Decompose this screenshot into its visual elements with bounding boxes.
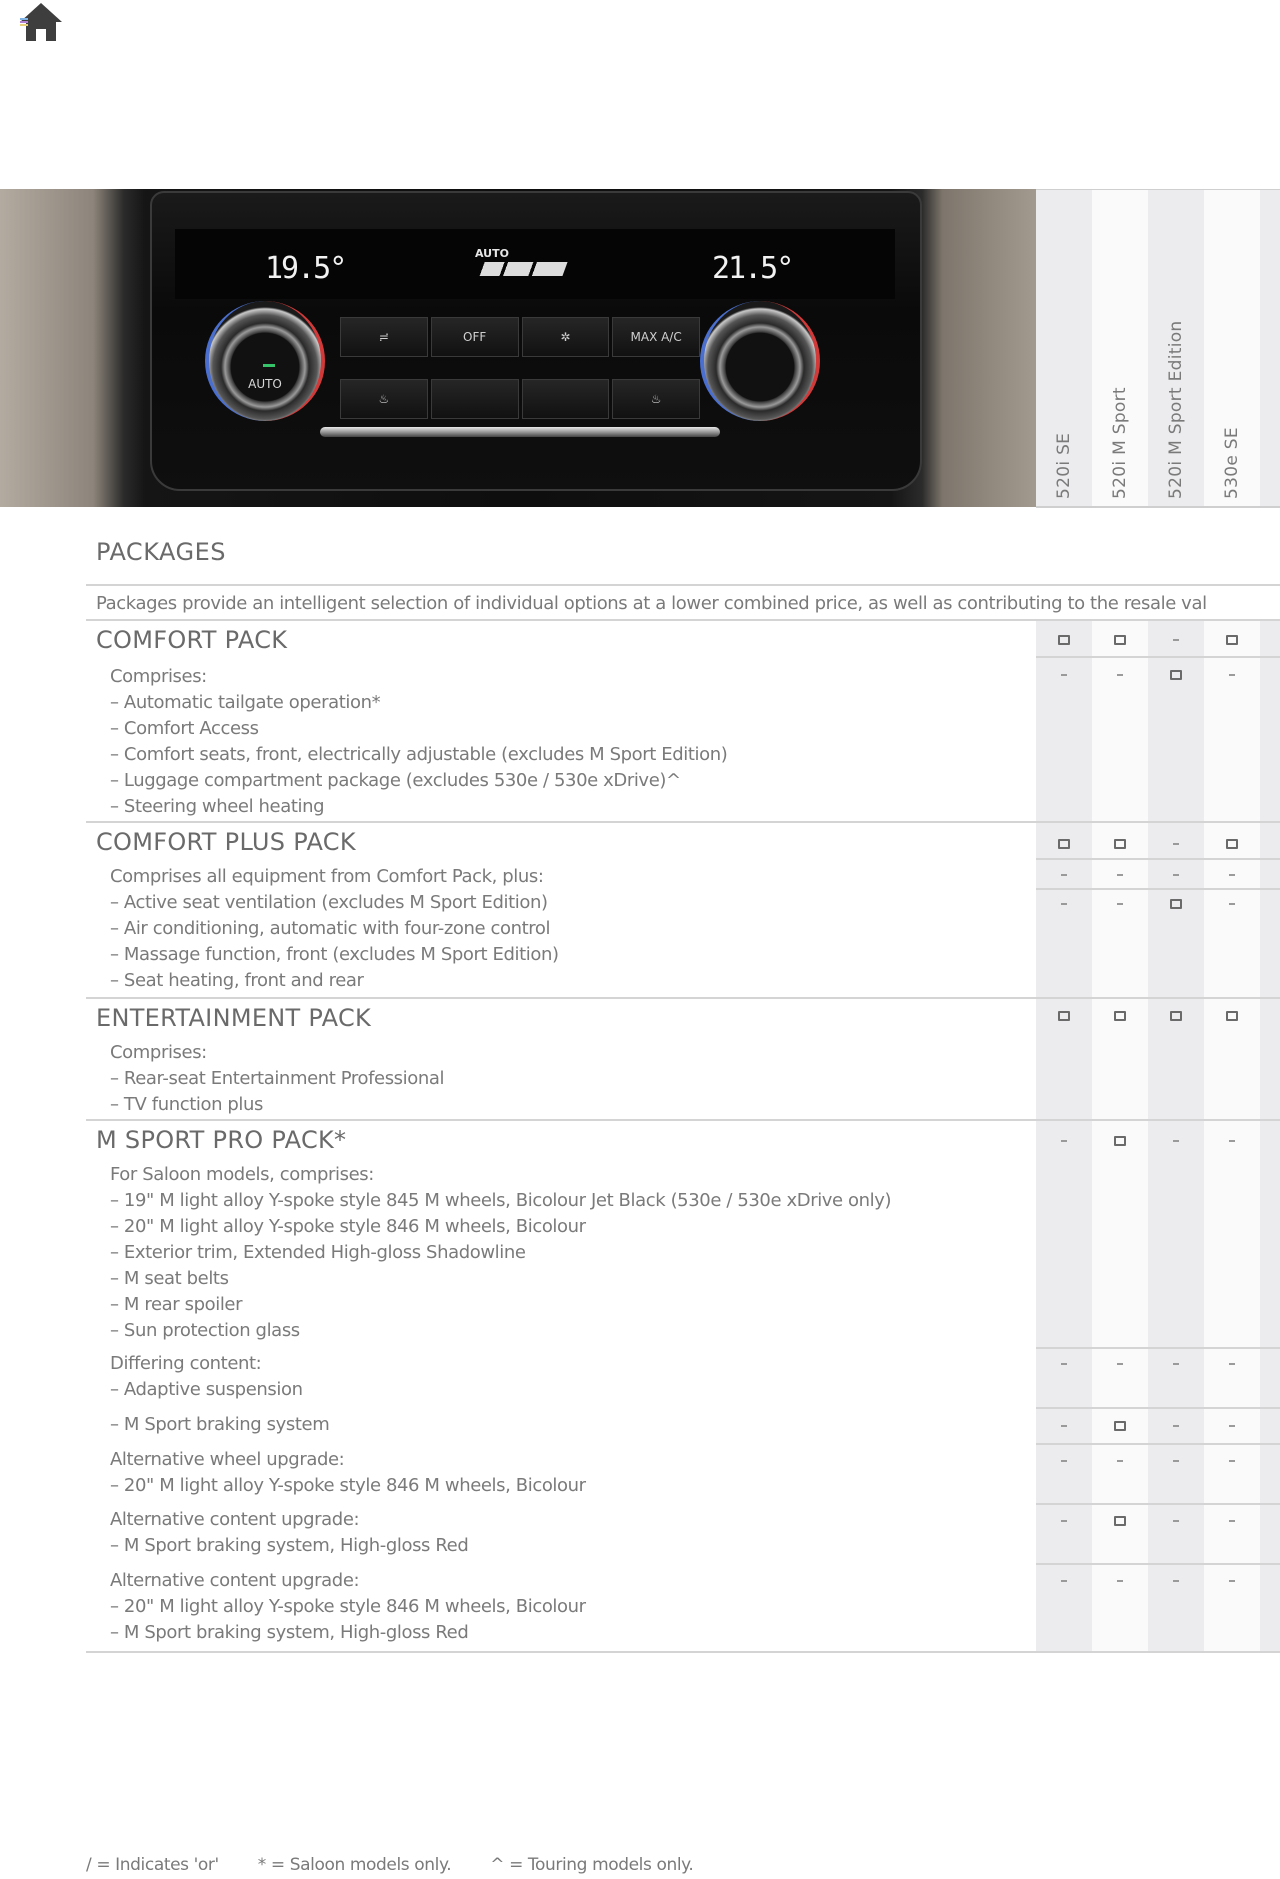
mark xyxy=(1092,1573,1148,1589)
column-label: 520i M Sport xyxy=(1110,387,1130,499)
mark xyxy=(1204,836,1260,852)
blank-button-2 xyxy=(522,379,610,419)
standard-box-icon xyxy=(1170,1011,1182,1021)
not-available-dash-icon xyxy=(1173,1460,1179,1462)
column-header-partial xyxy=(1260,189,1280,507)
line: – Exterior trim, Extended High-gloss Shadowline xyxy=(110,1242,526,1263)
standard-box-icon xyxy=(1058,1011,1070,1021)
standard-box-icon xyxy=(1114,839,1126,849)
column-label: 520i M Sport Edition xyxy=(1166,320,1186,499)
mark xyxy=(1092,1418,1148,1434)
mark xyxy=(1036,667,1092,683)
divider xyxy=(1036,656,1280,658)
not-available-dash-icon xyxy=(1061,1520,1067,1522)
not-available-dash-icon xyxy=(1117,1363,1123,1365)
column-stripe-5 xyxy=(1260,620,1280,1652)
footnote-or: / = Indicates 'or' xyxy=(86,1855,219,1875)
mark xyxy=(1148,1356,1204,1372)
line: – Massage function, front (excludes M Sport Edition) xyxy=(110,944,559,965)
mark-comfort-520i-mse xyxy=(1148,632,1204,648)
column-label: 530e SE xyxy=(1222,427,1242,499)
not-available-dash-icon xyxy=(1229,1520,1235,1522)
mark xyxy=(1092,1356,1148,1372)
temp-knob-right xyxy=(700,301,820,421)
not-available-dash-icon xyxy=(1229,1580,1235,1582)
mark xyxy=(1148,1513,1204,1529)
pack-title-entertainment: ENTERTAINMENT PACK xyxy=(96,1004,372,1032)
mark xyxy=(1092,1453,1148,1469)
pack-title-comfort: COMFORT PACK xyxy=(96,626,288,654)
not-available-dash-icon xyxy=(1173,639,1179,641)
standard-box-icon xyxy=(1058,635,1070,645)
not-available-dash-icon xyxy=(1173,1580,1179,1582)
mark xyxy=(1036,1008,1092,1024)
column-label: 520i SE xyxy=(1054,432,1074,499)
line: – Seat heating, front and rear xyxy=(110,970,364,991)
temp-knob-left xyxy=(205,301,325,421)
mark xyxy=(1204,1008,1260,1024)
mark xyxy=(1092,1133,1148,1149)
header-rule xyxy=(1036,506,1280,508)
column-header-520i-m-sport xyxy=(1092,189,1148,507)
mark xyxy=(1148,896,1204,912)
mark xyxy=(1204,1513,1260,1529)
mark xyxy=(1204,1133,1260,1149)
climate-control-photo xyxy=(0,189,1036,507)
not-available-dash-icon xyxy=(1173,1520,1179,1522)
not-available-dash-icon xyxy=(1229,1363,1235,1365)
mark xyxy=(1148,1008,1204,1024)
mark xyxy=(1036,1418,1092,1434)
mark xyxy=(1092,1513,1148,1529)
standard-box-icon xyxy=(1226,1011,1238,1021)
line: – Adaptive suspension xyxy=(110,1379,303,1400)
line: – M Sport braking system, High-gloss Red xyxy=(110,1622,469,1643)
divider xyxy=(86,1651,1280,1653)
standard-box-icon xyxy=(1226,635,1238,645)
knob-auto-label: AUTO xyxy=(248,377,282,391)
mark xyxy=(1204,1453,1260,1469)
pack-lines-entertainment xyxy=(110,1040,444,1118)
line: – Air conditioning, automatic with four-zone control xyxy=(110,918,551,939)
air-distribution-button: ≓ xyxy=(340,317,428,357)
mark xyxy=(1036,896,1092,912)
line: – M seat belts xyxy=(110,1268,229,1289)
not-available-dash-icon xyxy=(1117,674,1123,676)
mark xyxy=(1204,1573,1260,1589)
line: – 19" M light alloy Y-spoke style 845 M wheels, Bicolour Jet Black (530e / 530e xDrive only) xyxy=(110,1190,892,1211)
auto-label: AUTO xyxy=(475,247,509,260)
section-intro: Packages provide an intelligent selection of individual options at a lower combined price, as well as contributing to the resale val xyxy=(96,593,1207,614)
climate-buttons-top xyxy=(340,317,700,357)
mark xyxy=(1036,1133,1092,1149)
divider xyxy=(86,619,1280,621)
divider xyxy=(86,821,1280,823)
line: – Luggage compartment package (excludes 530e / 530e xDrive)^ xyxy=(110,770,681,791)
climate-buttons-bottom xyxy=(340,379,700,419)
standard-box-icon xyxy=(1114,635,1126,645)
divider xyxy=(1036,888,1280,890)
divider xyxy=(1036,1407,1280,1409)
standard-box-icon xyxy=(1114,1136,1126,1146)
mark xyxy=(1036,836,1092,852)
line: – Automatic tailgate operation* xyxy=(110,692,381,713)
mark xyxy=(1092,667,1148,683)
column-header-520i-se xyxy=(1036,189,1092,507)
not-available-dash-icon xyxy=(1229,903,1235,905)
mark xyxy=(1036,1573,1092,1589)
chrome-trim xyxy=(320,427,720,437)
temp-right: 21.5° xyxy=(712,251,793,286)
divider xyxy=(1036,858,1280,860)
mark xyxy=(1204,896,1260,912)
not-available-dash-icon xyxy=(1117,874,1123,876)
mark xyxy=(1148,1418,1204,1434)
line: Alternative content upgrade: xyxy=(110,1509,360,1530)
pack-title-m-sport-pro: M SPORT PRO PACK* xyxy=(96,1126,347,1154)
divider xyxy=(86,1119,1280,1121)
line: – M Sport braking system xyxy=(110,1414,330,1435)
auto-led-icon xyxy=(263,364,275,367)
mark xyxy=(1092,896,1148,912)
mark xyxy=(1148,1133,1204,1149)
pack-lines-m-sport-pro xyxy=(110,1162,891,1344)
divider xyxy=(86,584,1280,586)
mark xyxy=(1092,867,1148,883)
not-available-dash-icon xyxy=(1061,674,1067,676)
line: – 20" M light alloy Y-spoke style 846 M wheels, Bicolour xyxy=(110,1596,586,1617)
blank-button-1 xyxy=(431,379,519,419)
not-available-dash-icon xyxy=(1173,874,1179,876)
standard-box-icon xyxy=(1114,1421,1126,1431)
pack-lines-comfort xyxy=(110,664,727,820)
line: Alternative wheel upgrade: xyxy=(110,1449,345,1470)
not-available-dash-icon xyxy=(1229,1140,1235,1142)
mark xyxy=(1148,836,1204,852)
auto-fan-indicator xyxy=(475,247,565,276)
line: For Saloon models, comprises: xyxy=(110,1164,374,1185)
line: Differing content: xyxy=(110,1353,262,1374)
line: – Steering wheel heating xyxy=(110,796,325,817)
line: Comprises: xyxy=(110,666,207,687)
divider xyxy=(1036,1563,1280,1565)
not-available-dash-icon xyxy=(1061,874,1067,876)
mark-comfort-520i-se xyxy=(1036,632,1092,648)
standard-box-icon xyxy=(1170,670,1182,680)
divider xyxy=(1036,1347,1280,1349)
pack-lines-alt-content-1 xyxy=(110,1507,468,1559)
max-ac-button: MAX A/C xyxy=(612,317,700,357)
line: – Rear-seat Entertainment Professional xyxy=(110,1068,445,1089)
not-available-dash-icon xyxy=(1061,1580,1067,1582)
not-available-dash-icon xyxy=(1229,874,1235,876)
pack-lines-braking xyxy=(110,1412,329,1438)
column-header-520i-m-sport-edition xyxy=(1148,189,1204,507)
mark xyxy=(1092,836,1148,852)
not-available-dash-icon xyxy=(1061,903,1067,905)
fan-speed-icon xyxy=(472,262,567,276)
not-available-dash-icon xyxy=(1061,1425,1067,1427)
divider xyxy=(1036,1443,1280,1445)
standard-box-icon xyxy=(1114,1011,1126,1021)
mark xyxy=(1204,1418,1260,1434)
not-available-dash-icon xyxy=(1173,1363,1179,1365)
mark xyxy=(1036,867,1092,883)
pack-lines-differing xyxy=(110,1351,303,1403)
line: – Sun protection glass xyxy=(110,1320,300,1341)
not-available-dash-icon xyxy=(1229,674,1235,676)
section-title: PACKAGES xyxy=(96,538,226,566)
not-available-dash-icon xyxy=(1173,843,1179,845)
temp-left: 19.5° xyxy=(265,251,346,286)
line: – Active seat ventilation (excludes M Sport Edition) xyxy=(110,892,548,913)
mark xyxy=(1036,1513,1092,1529)
not-available-dash-icon xyxy=(1229,1460,1235,1462)
off-button: OFF xyxy=(431,317,519,357)
not-available-dash-icon xyxy=(1061,1140,1067,1142)
seat-heat-left-button: ♨ xyxy=(340,379,428,419)
line: Alternative content upgrade: xyxy=(110,1570,360,1591)
mark xyxy=(1204,1356,1260,1372)
not-available-dash-icon xyxy=(1117,903,1123,905)
not-available-dash-icon xyxy=(1229,1425,1235,1427)
footnotes xyxy=(86,1855,727,1875)
mark xyxy=(1092,1008,1148,1024)
mark xyxy=(1204,867,1260,883)
standard-box-icon xyxy=(1170,899,1182,909)
mark xyxy=(1036,1453,1092,1469)
mark-comfort-530e-se xyxy=(1204,632,1260,648)
seat-heat-right-button: ♨ xyxy=(612,379,700,419)
mark xyxy=(1148,667,1204,683)
not-available-dash-icon xyxy=(1173,1140,1179,1142)
mark xyxy=(1204,667,1260,683)
mark xyxy=(1148,867,1204,883)
mark xyxy=(1148,1573,1204,1589)
line: Comprises: xyxy=(110,1042,207,1063)
not-available-dash-icon xyxy=(1117,1460,1123,1462)
not-available-dash-icon xyxy=(1061,1460,1067,1462)
fan-button: ✲ xyxy=(522,317,610,357)
standard-box-icon xyxy=(1114,1516,1126,1526)
mark xyxy=(1036,1356,1092,1372)
pack-lines-comfort-plus xyxy=(110,864,559,994)
column-header-530e-se xyxy=(1204,189,1260,507)
pack-title-comfort-plus: COMFORT PLUS PACK xyxy=(96,828,356,856)
pack-lines-alt-wheel xyxy=(110,1447,586,1499)
divider xyxy=(86,997,1280,999)
line: – 20" M light alloy Y-spoke style 846 M wheels, Bicolour xyxy=(110,1475,586,1496)
line: – 20" M light alloy Y-spoke style 846 M wheels, Bicolour xyxy=(110,1216,586,1237)
line: – M Sport braking system, High-gloss Red xyxy=(110,1535,469,1556)
line: Comprises all equipment from Comfort Pack, plus: xyxy=(110,866,544,887)
not-available-dash-icon xyxy=(1117,1580,1123,1582)
menu-stripes-icon[interactable] xyxy=(20,18,28,27)
divider xyxy=(1036,1503,1280,1505)
footnote-touring: ^ = Touring models only. xyxy=(490,1855,694,1875)
footnote-saloon: * = Saloon models only. xyxy=(257,1855,452,1875)
line: – M rear spoiler xyxy=(110,1294,243,1315)
standard-box-icon xyxy=(1226,839,1238,849)
line: – Comfort seats, front, electrically adjustable (excludes M Sport Edition) xyxy=(110,744,728,765)
mark-comfort-520i-m-sport xyxy=(1092,632,1148,648)
line: – TV function plus xyxy=(110,1094,264,1115)
pack-lines-alt-content-2 xyxy=(110,1568,586,1646)
mark xyxy=(1148,1453,1204,1469)
standard-box-icon xyxy=(1058,839,1070,849)
not-available-dash-icon xyxy=(1173,1425,1179,1427)
line: – Comfort Access xyxy=(110,718,259,739)
not-available-dash-icon xyxy=(1061,1363,1067,1365)
